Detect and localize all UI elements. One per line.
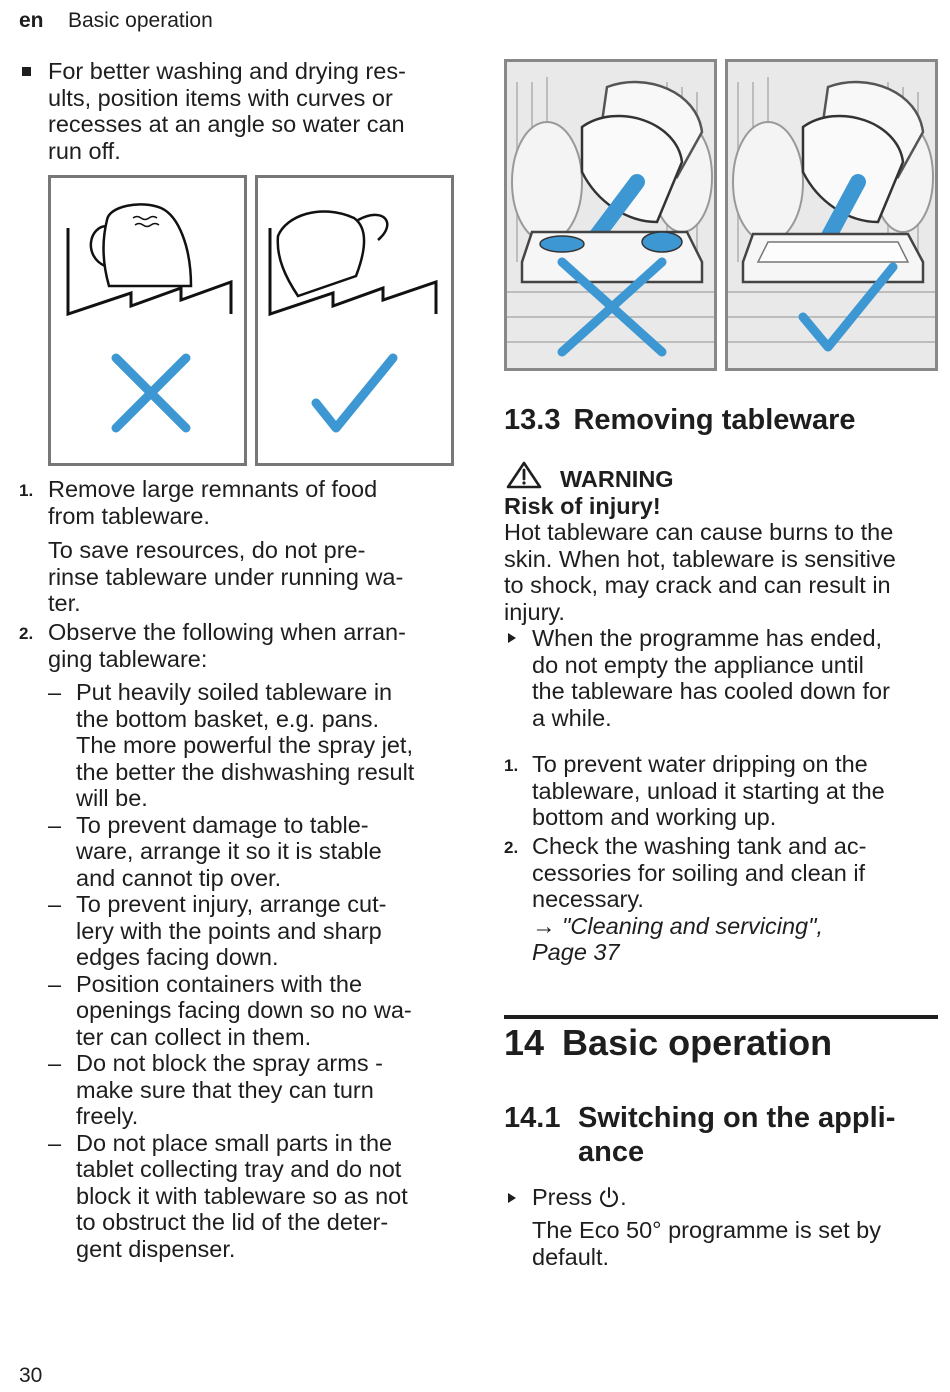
header-lang: en [19,9,44,32]
text-line: recesses at an angle so water can [48,111,405,137]
text-line: Do not block the spray arms - [76,1050,383,1076]
chapter-rule [504,1015,938,1019]
text-line: the better the dishwashing result [76,758,415,785]
dash-marker: – [48,1129,62,1156]
cup-angled-illustration [258,178,451,463]
text-line: rinse tableware under running wa- [48,563,404,590]
section-13-3-heading [504,403,855,437]
bullet-square [22,67,31,76]
step-1-note [48,537,403,617]
text-line: Hot tableware can cause burns to the [504,519,894,545]
text-line: the tableware has cooled down for [532,678,890,704]
action-arrow-icon [508,1193,516,1203]
text-line: gent dispenser. [76,1235,236,1262]
warning-action [532,625,890,731]
figure-cup-wrong [48,175,247,466]
step-2-text [48,619,406,672]
text-line: default. [532,1243,610,1270]
warning-text [504,519,896,625]
xref-title: "Cleaning and servicing", [562,912,823,939]
text-line: do not empty the appliance until [532,651,864,678]
unload-step-2 [532,833,866,966]
text-line: will be. [76,785,148,811]
dash-marker: – [48,1050,62,1076]
text-line: ter can collect in them. [76,1023,312,1050]
dash-marker: – [48,891,62,917]
text-line: Position containers with the [76,970,363,997]
check-icon [316,358,393,428]
text-line: ware, arrange it so it is stable [76,838,382,864]
press-end: . [620,1184,627,1210]
list-item [48,812,458,892]
text-line: To prevent damage to table- [76,811,369,838]
section-number: 13.3 [504,404,561,436]
text-line: to obstruct the lid of the deter- [76,1209,389,1235]
text-line: For better washing and drying res- [48,58,406,84]
text-line: injury. [504,598,565,625]
cross-icon [116,358,186,428]
text-line: Observe the following when arran- [48,619,406,645]
unload-step-1 [532,751,885,831]
section-title-line: Switching on the appli- [578,1102,896,1134]
text-line: To save resources, do not pre- [48,537,366,563]
text-line: run off. [48,137,121,164]
text-line: freely. [76,1103,139,1129]
text-line: necessary. [532,886,644,912]
list-item [48,1050,458,1130]
warning-label: WARNING [560,466,674,492]
text-line: ults, position items with curves or [48,84,393,111]
cross-reference-link[interactable] [532,913,866,940]
step-number: 2. [19,624,34,643]
dash-marker: – [48,679,62,705]
press-text: Press [532,1184,593,1210]
bullet-paragraph [48,58,406,164]
text-line: tablet collecting tray and do not [76,1156,402,1182]
chapter-number: 14 [504,1022,545,1063]
figure-pan-wrong [504,59,717,371]
press-instruction [532,1184,627,1211]
text-line: the bottom basket, e.g. pans. [76,705,380,732]
list-item [48,679,458,812]
section-number: 14.1 [504,1102,561,1134]
step-1-text [48,476,377,529]
text-line: openings facing down so no wa- [76,997,412,1023]
step-number: 2. [504,838,519,857]
text-line: tableware, unload it starting at the [532,777,885,804]
arrow-right-icon: → [532,912,556,939]
section-title-line: ance [578,1136,645,1168]
list-item [48,971,458,1051]
text-line: cessories for soiling and clean if [532,859,866,886]
text-line: The Eco 50° programme is set by [532,1217,881,1243]
warning-risk: Risk of injury! [504,493,661,519]
text-line: To prevent water dripping on the [532,751,868,777]
page-number: 30 [19,1364,43,1387]
step-number: 1. [504,756,519,775]
text-line: Do not place small parts in the [76,1129,393,1156]
default-programme-text [532,1217,881,1270]
chapter-14-heading [504,1023,832,1063]
text-line: from tableware. [48,502,210,529]
text-line: edges facing down. [76,944,279,970]
text-line: Check the washing tank and ac- [532,833,867,859]
section-title: Removing tableware [573,404,856,436]
text-line: To prevent injury, arrange cut- [76,891,387,917]
pan-in-basket-wrong-illustration [507,62,714,368]
list-item [48,1130,458,1263]
text-line: Put heavily soiled tableware in [76,679,393,705]
list-item [48,891,458,971]
warning-triangle-icon [506,461,542,489]
cup-upright-illustration [51,178,244,463]
xref-page[interactable]: Page 37 [532,939,620,965]
text-line: to shock, may crack and can result in [504,572,891,598]
figure-pan-right [725,59,938,371]
text-line: When the programme has ended, [532,625,883,651]
header-title: Basic operation [68,9,213,32]
text-line: skin. When hot, tableware is sensitive [504,545,896,572]
text-line: ter. [48,590,81,616]
pan-in-basket-right-illustration [728,62,935,368]
figure-cup-right [255,175,454,466]
text-line: and cannot tip over. [76,864,282,891]
dash-marker: – [48,970,62,997]
text-line: The more powerful the spray jet, [76,732,413,758]
text-line: make sure that they can turn [76,1076,374,1103]
action-arrow-icon [508,633,516,643]
power-icon [598,1186,620,1208]
text-line: bottom and working up. [532,804,777,830]
step-number: 1. [19,481,34,500]
text-line: Remove large remnants of food [48,476,378,502]
text-line: ging tableware: [48,645,208,672]
text-line: a while. [532,704,612,731]
dash-marker: – [48,811,62,838]
chapter-title: Basic operation [562,1022,833,1063]
text-line: block it with tableware so as not [76,1182,408,1209]
text-line: lery with the points and sharp [76,917,382,944]
dash-list [48,679,458,1262]
